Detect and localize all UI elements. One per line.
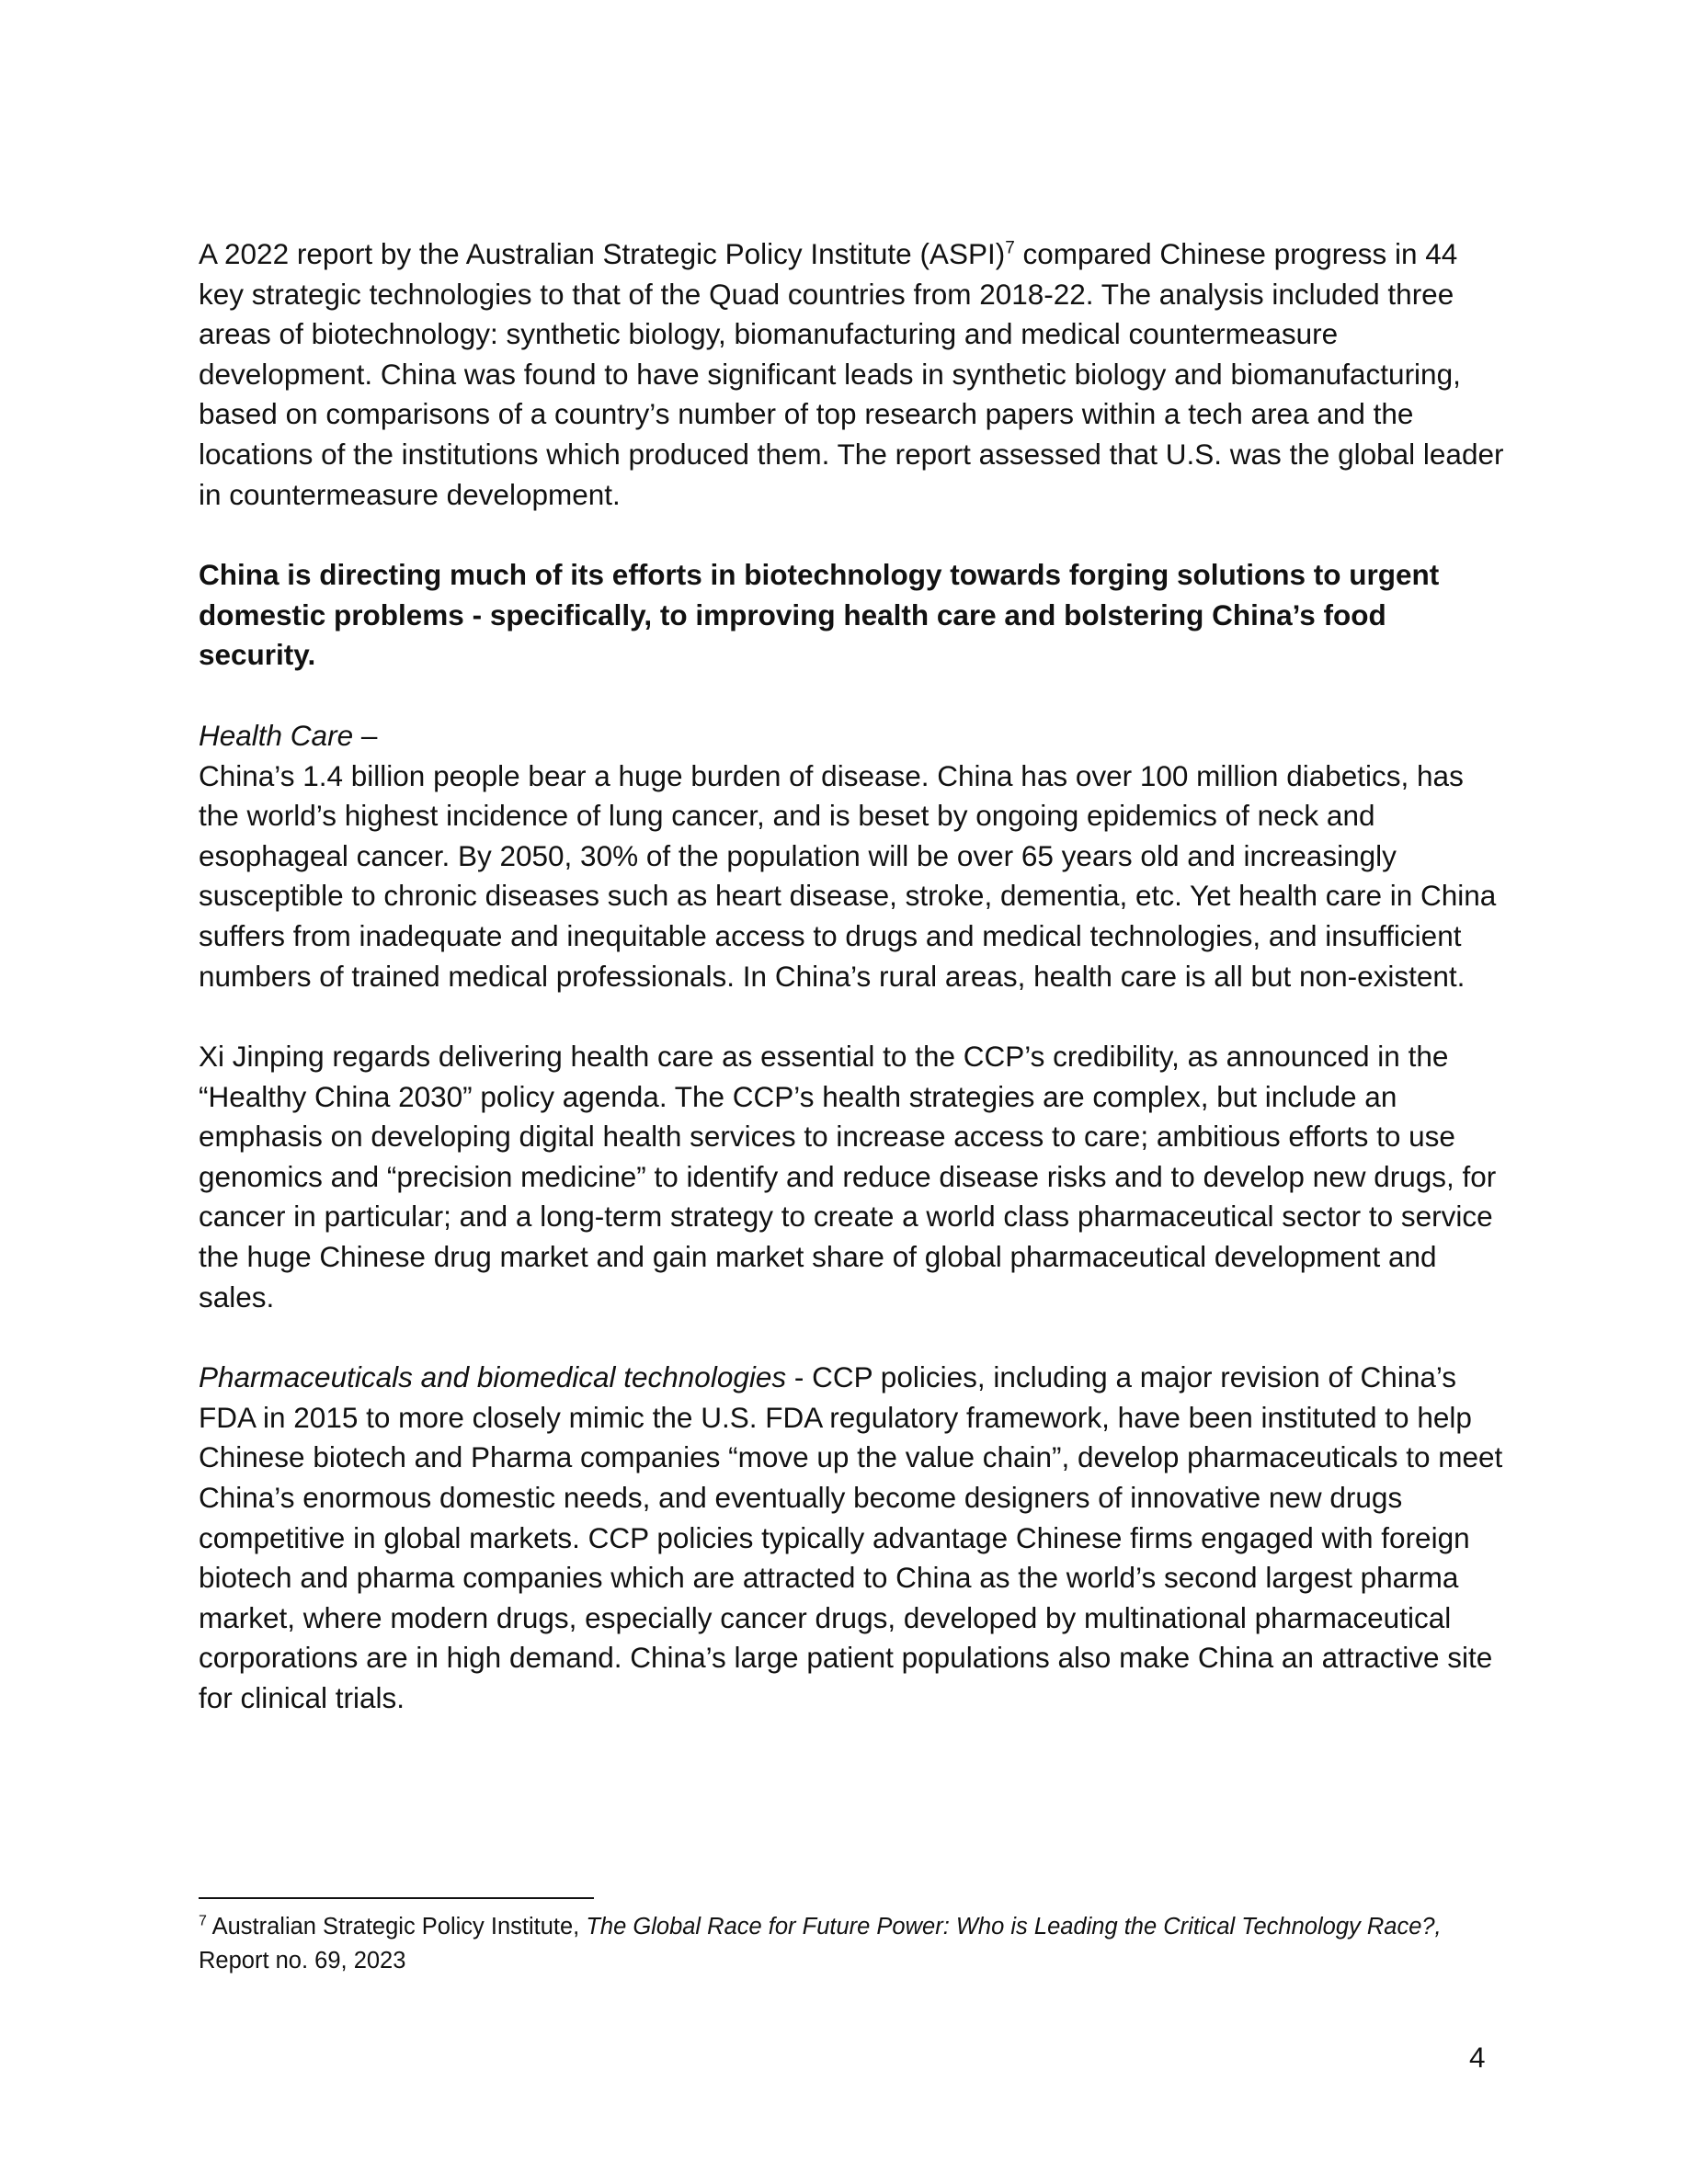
footnote-source: Australian Strategic Policy Institute, xyxy=(206,1914,587,1939)
paragraph-aspi-report xyxy=(199,234,1504,515)
footnote-marker: 7 xyxy=(199,1913,207,1929)
paragraph-text: - CCP policies, including a major revision of China’s FDA in 2015 to more closely mimic the U.S. FDA regulatory framework, have been instituted to help Chinese biotech and Pharma companies “move up the value chain”, develop pharmaceuticals to meet China’s enormous domestic needs, and eventually become designers of innovative new drugs competitive in global markets. CCP policies typically advantage Chinese firms engaged with foreign biotech and pharma companies which are attracted to China as the world’s second largest pharma market, where modern drugs, especially cancer drugs, developed by multinational pharmaceutical corporations are in high demand. China’s large patient populations also make China an attractive site for clinical trials. xyxy=(199,1360,1503,1714)
section-heading-health-care: Health Care xyxy=(199,718,354,752)
footnote-title: The Global Race for Future Power: Who is Leading the Critical Technology Race?, xyxy=(586,1914,1442,1939)
paragraph-healthy-china: Xi Jinping regards delivering health care as essential to the CCP’s credibility, as announced in the “Healthy China 2030” policy agenda. The CCP’s health strategies are complex, but include an emphasis on developing digital health services to increase access to care; ambitious efforts to use genomics and “precision medicine” to identify and reduce disease risks and to develop new drugs, for cancer in particular; and a long-term strategy to create a world class pharmaceutical sector to service the huge Chinese drug market and gain market share of global pharmaceutical development and sales. xyxy=(199,1040,1497,1314)
document-body xyxy=(199,234,1504,1759)
paragraph-pharmaceuticals xyxy=(199,1358,1504,1718)
paragraph-text: China’s 1.4 billion people bear a huge burden of disease. China has over 100 million diabetics, has the world’s highest incidence of lung cancer, and is beset by ongoing epidemics of neck and esophageal cancer. By 2050, 30% of the population will be over 65 years old and increasingly susceptible to chronic diseases such as heart disease, stroke, dementia, etc. Yet health care in China suffers from inadequate and inequitable access to drugs and medical technologies, and insufficient numbers of trained medical professionals. In China’s rural areas, health care is all but non-existent. xyxy=(199,758,1497,993)
footnote xyxy=(199,1910,1504,1978)
paragraph-text: A 2022 report by the Australian Strategic Policy Institute (ASPI) xyxy=(199,237,1006,270)
paragraph-health-care xyxy=(199,716,1504,996)
page-number: 4 xyxy=(1469,2041,1486,2074)
footnote-details: Report no. 69, 2023 xyxy=(199,1948,406,1974)
bold-key-statement: China is directing much of its efforts in biotechnology towards forging solutions to urgent domestic problems - specifically, to improving health care and bolstering China’s food security. xyxy=(199,558,1440,672)
footnote-divider xyxy=(199,1897,594,1899)
heading-dash: – xyxy=(353,718,378,752)
footnote-reference[interactable]: 7 xyxy=(1005,238,1015,258)
paragraph-text: compared Chinese progress in 44 key strategic technologies to that of the Quad countries from 2018-22. The analysis included three areas of biotechnology: synthetic biology, biomanufacturing and medical countermeasure development. China was found to have significant leads in synthetic biology and biomanufacturing, based on comparisons of a country’s number of top research papers within a tech area and the locations of the institutions which produced them. The report assessed that U.S. was the global leader in countermeasure development. xyxy=(199,237,1504,511)
section-heading-pharmaceuticals: Pharmaceuticals and biomedical technologies xyxy=(199,1360,787,1394)
